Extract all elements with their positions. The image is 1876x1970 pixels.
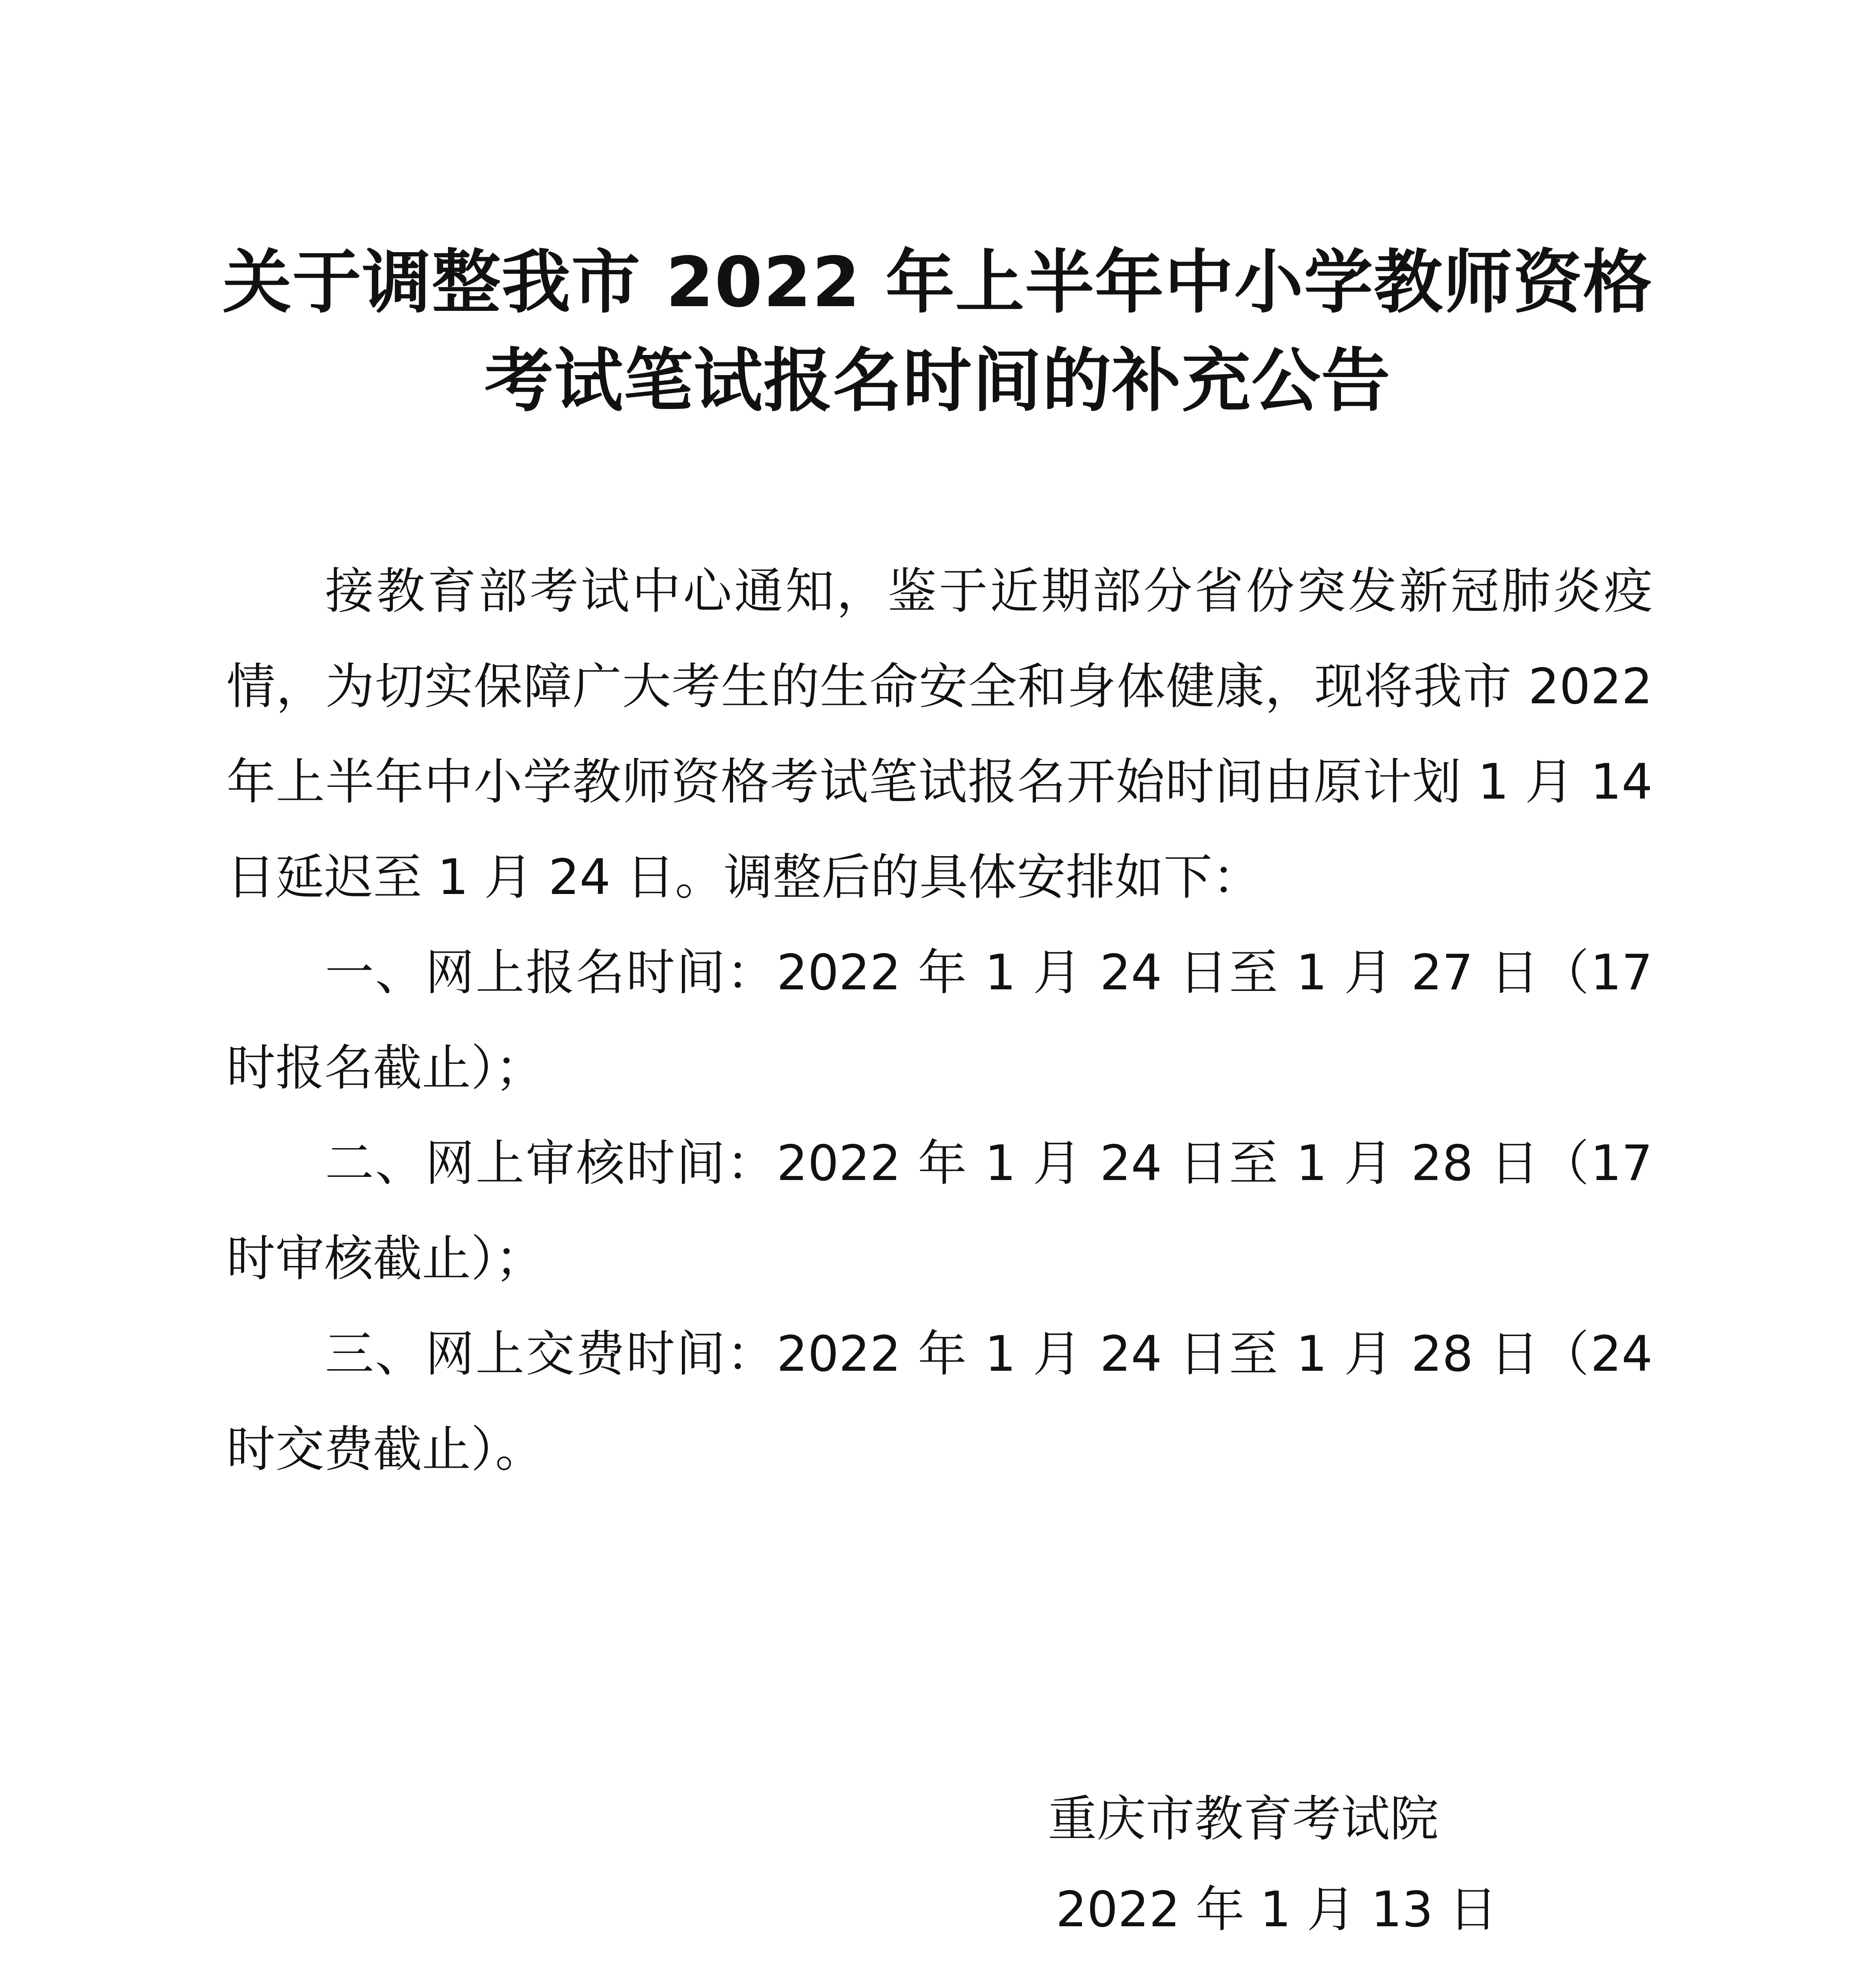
- notice-title-line-2: 考试笔试报名时间的补充公告: [484, 341, 1391, 421]
- registration-time-item: 一、网上报名时间：2022 年 1 月 24 日至 1 月 27 日（17 时报名截止）；: [227, 944, 1653, 1097]
- signature-date: 2022 年 1 月 13 日: [1056, 1881, 1498, 1938]
- signature-organization: 重庆市教育考试院: [1048, 1791, 1439, 1847]
- review-time-item: 二、网上审核时间：2022 年 1 月 24 日至 1 月 28 日（17 时审核截止）；: [227, 1135, 1653, 1287]
- notice-title-line-1: 关于调整我市 2022 年上半年中小学教师资格: [223, 243, 1653, 323]
- intro-paragraph: 接教育部考试中心通知，鉴于近期部分省份突发新冠肺炎疫情，为切实保障广大考生的生命安全和身体健康，现将我市 2022 年上半年中小学教师资格考试笔试报名开始时间由原计划 1 月 14 日延迟至 1 月 24 日。调整后的具体安排如下：: [227, 563, 1653, 906]
- payment-time-item: 三、网上交费时间：2022 年 1 月 24 日至 1 月 28 日（24 时交费截止）。: [227, 1326, 1653, 1478]
- notice-body: [227, 544, 1653, 1497]
